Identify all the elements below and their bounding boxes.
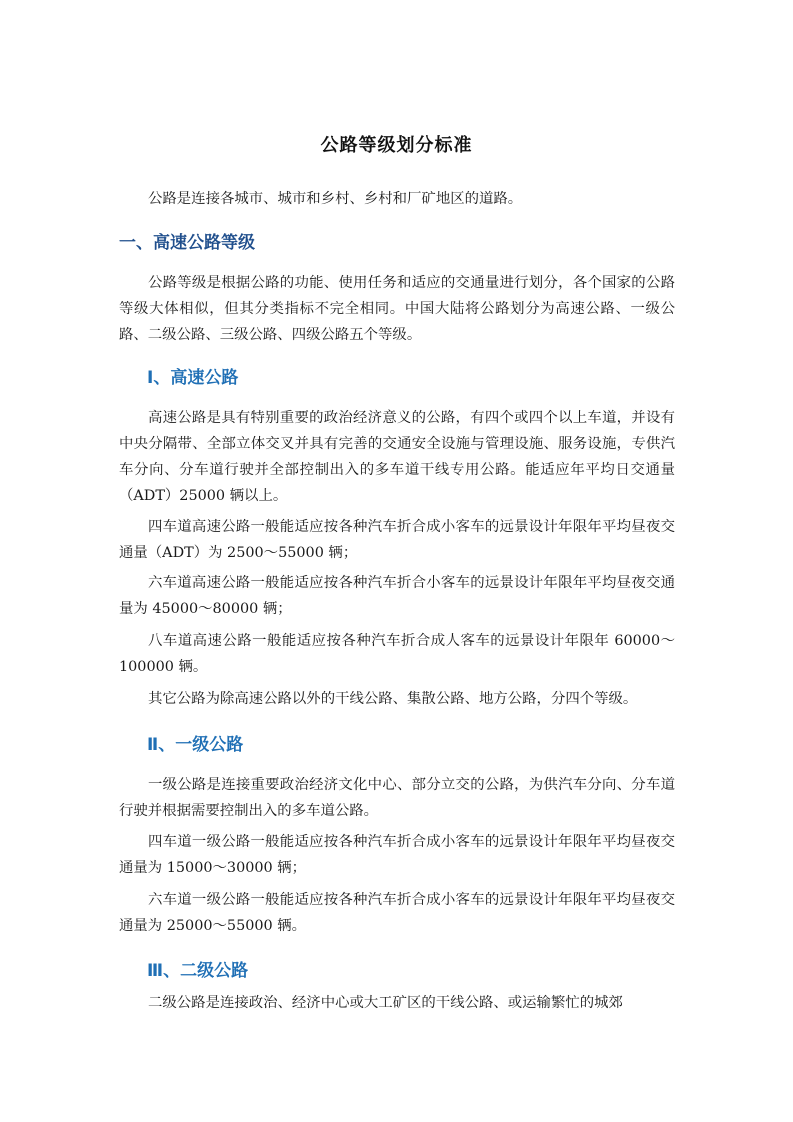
- subheading-second-class-road: Ⅲ、二级公路: [147, 961, 249, 981]
- paragraph-four-lane-first-class: 四车道一级公路一般能适应按各种汽车折合成小客车的远景设计年限年平均昼夜交通量为 15000～30000 辆；: [119, 834, 675, 876]
- paragraph-six-lane-expressway: 六车道高速公路一般能适应按各种汽车折合小客车的远景设计年限年平均昼夜交通量为 45000～80000 辆；: [119, 575, 675, 617]
- paragraph-grade-overview: 公路等级是根据公路的功能、使用任务和适应的交通量进行划分，各个国家的公路等级大体相似，但其分类指标不完全相同。中国大陆将公路划分为高速公路、一级公路、二级公路、三级公路、四级公路五个等级。: [119, 275, 675, 343]
- paragraph-first-class-definition: 一级公路是连接重要政治经济文化中心、部分立交的公路，为供汽车分向、分车道行驶并根据需要控制出入的多车道公路。: [119, 777, 675, 819]
- section-heading-expressway-grade: 一、高速公路等级: [119, 233, 255, 253]
- paragraph-six-lane-first-class: 六车道一级公路一般能适应按各种汽车折合成小客车的远景设计年限年平均昼夜交通量为 25000～55000 辆。: [119, 892, 675, 934]
- subheading-expressway: Ⅰ、高速公路: [147, 368, 239, 388]
- document-title: 公路等级划分标准: [320, 135, 473, 156]
- intro-paragraph: 公路是连接各城市、城市和乡村、乡村和厂矿地区的道路。: [148, 191, 523, 207]
- paragraph-second-class-definition: 二级公路是连接政治、经济中心或大工矿区的干线公路、或运输繁忙的城郊: [148, 995, 623, 1011]
- subheading-first-class-road: Ⅱ、一级公路: [147, 735, 244, 755]
- paragraph-expressway-definition: 高速公路是具有特别重要的政治经济意义的公路，有四个或四个以上车道，并设有中央分隔带、全部立体交叉并具有完善的交通安全设施与管理设施、服务设施，专供汽车分向、分车道行驶并全部控制出入的多车道干线专用公路。能适应年平均日交通量（ADT）25000 辆以上。: [119, 410, 675, 504]
- paragraph-four-lane-expressway: 四车道高速公路一般能适应按各种汽车折合成小客车的远景设计年限年平均昼夜交通量（ADT）为 2500～55000 辆；: [119, 519, 675, 561]
- paragraph-other-roads: 其它公路为除高速公路以外的干线公路、集散公路、地方公路，分四个等级。: [148, 691, 638, 707]
- paragraph-eight-lane-expressway: 八车道高速公路一般能适应按各种汽车折合成人客车的远景设计年限年 60000～100000 辆。: [119, 633, 675, 675]
